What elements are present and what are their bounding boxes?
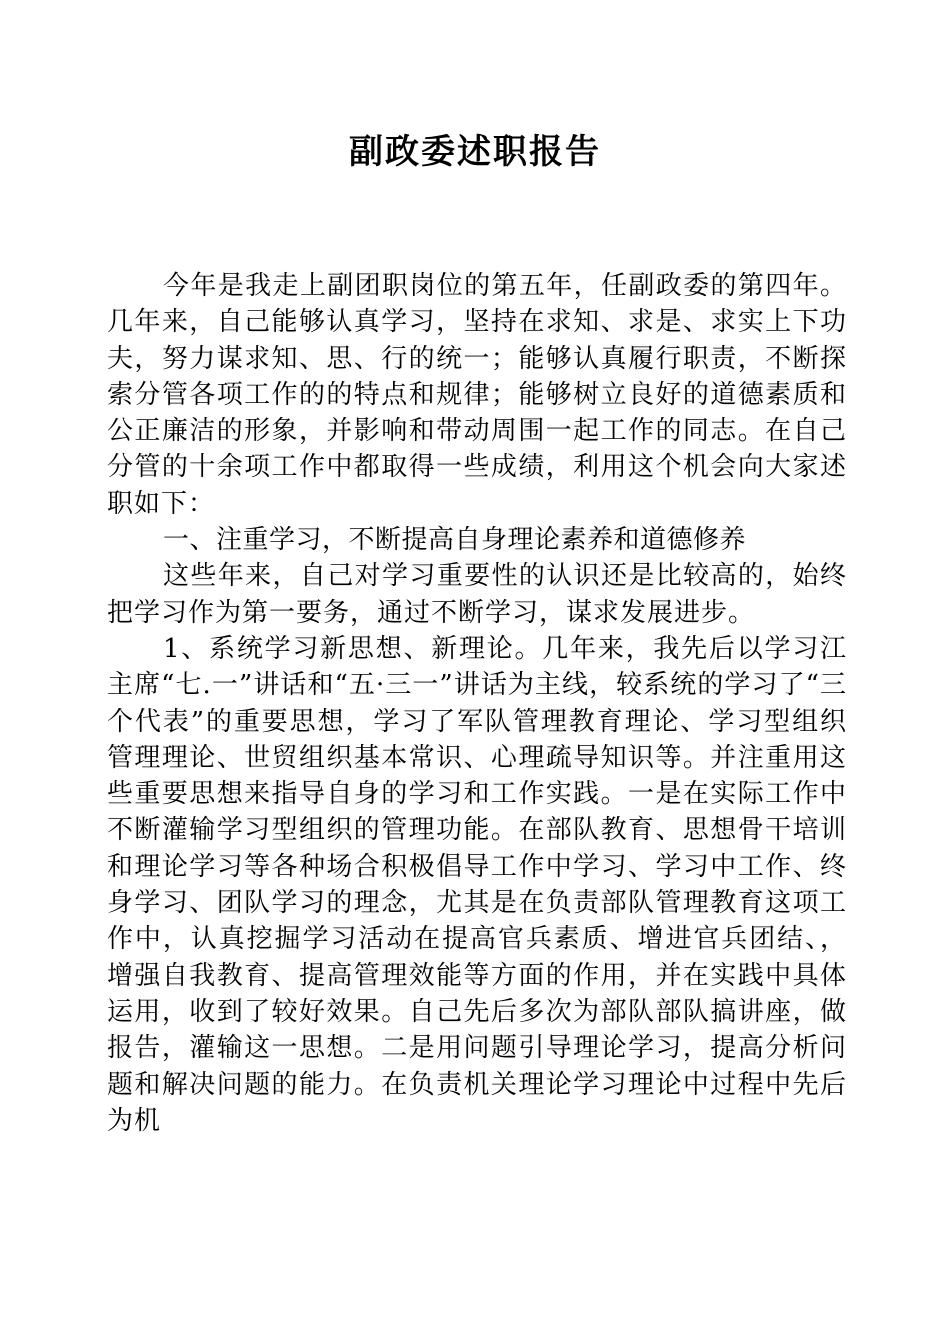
document-body <box>107 268 847 1139</box>
section-1-item-1-paragraph: 1、系统学习新思想、新理论。几年来，我先后以学习江主席“七.一”讲话和“五·三一”讲话为主线，较系统的学习了“三个代表”的重要思想，学习了军队管理教育理论、学习型组织管理理论、世贸组织基本常识、心理疏导知识等。并注重用这些重要思想来指导自身的学习和工作实践。一是在实际工作中不断灌输学习型组织的管理功能。在部队教育、思想骨干培训和理论学习等各种场合积极倡导工作中学习、学习中工作、终身学习、团队学习的理念，尤其是在负责部队管理教育这项工作中，认真挖掘学习活动在提高官兵素质、增进官兵团结、，增强自我教育、提高管理效能等方面的作用，并在实践中具体运用，收到了较好效果。自己先后多次为部队部队搞讲座，做报告，灌输这一思想。二是用问题引导理论学习，提高分析问题和解决问题的能力。在负责机关理论学习理论中过程中先后为机 <box>107 633 847 1136</box>
intro-paragraph: 今年是我走上副团职岗位的第五年，任副政委的第四年。几年来，自己能够认真学习，坚持在求知、求是、求实上下功夫，努力谋求知、思、行的统一；能够认真履行职责，不断探索分管各项工作的的特点和规律；能够树立良好的道德素质和公正廉洁的形象，并影响和带动周围一起工作的同志。在自己分管的十余项工作中都取得一些成绩，利用这个机会向大家述职如下： <box>107 271 847 519</box>
document-title: 副政委述职报告 <box>349 132 601 172</box>
section-1-intro-paragraph: 这些年来，自己对学习重要性的认识还是比较高的，始终把学习作为第一要务，通过不断学习，谋求发展进步。 <box>107 561 847 628</box>
section-heading-1: 一、注重学习，不断提高自身理论素养和道德修养 <box>163 525 747 556</box>
